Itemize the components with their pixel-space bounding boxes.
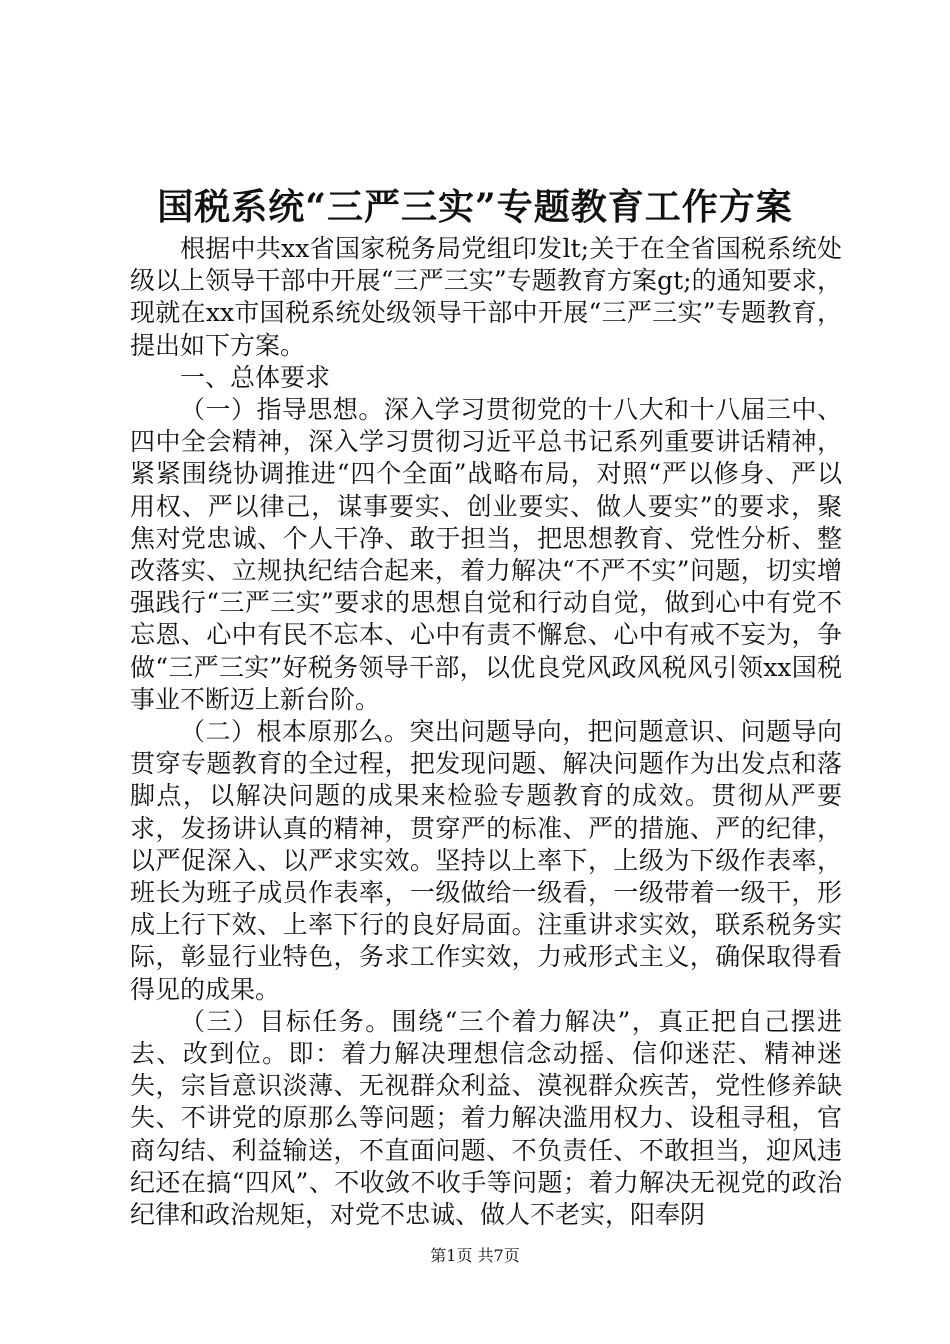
section-heading-general-requirements: 一、总体要求 [180,362,331,392]
page-footer [0,1246,950,1266]
page-number-current: 第1页 [430,1246,473,1265]
paragraph-guiding-ideology: （一）指导思想。深入学习贯彻党的十八大和十八届三中、四中全会精神，深入学习贯彻习近平总书记系列重要讲话精神，紧紧围绕协调推进“四个全面”战略布局，对照“严以修身、严以用权、严以律己，谋事要实、创业要实、做人要实”的要求，聚焦对党忠诚、个人干净、敢于担当，把思想教育、党性分析、整改落实、立规执纪结合起来，着力解决“不严不实”问题，切实增强践行“三严三实”要求的思想自觉和行动自觉，做到心中有党不忘恩、心中有民不忘本、心中有责不懈怠、心中有戒不妄为，争做“三严三实”好税务领导干部，以优良党风政风税风引领xx国税事业不断迈上新台阶。 [130,395,842,714]
document-body [130,233,842,1231]
paragraph-objectives-tasks: （三）目标任务。围绕“三个着力解决”，真正把自己摆进去、改到位。即：着力解决理想信念动摇、信仰迷茫、精神迷失，宗旨意识淡薄、无视群众利益、漠视群众疾苦，党性修养缺失、不讲党的原那么等问题；着力解决滥用权力、设租寻租，官商勾结、利益输送，不直面问题、不负责任、不敢担当，迎风违纪还在搞“四风”、不收敛不收手等问题；着力解决无视党的政治纪律和政治规矩，对党不忠诚、做人不老实，阳奉阴 [130,1006,842,1230]
paragraph-basic-principles: （二）根本原那么。突出问题导向，把问题意识、问题导向贯穿专题教育的全过程，把发现问题、解决问题作为出发点和落脚点，以解决问题的成果来检验专题教育的成效。贯彻从严要求，发扬讲认真的精神，贯穿严的标准、严的措施、严的纪律，以严促深入、以严求实效。坚持以上率下，上级为下级作表率，班长为班子成员作表率，一级做给一级看，一级带着一级干，形成上行下效、上率下行的良好局面。注重讲求实效，联系税务实际，彰显行业特色，务求工作实效，力戒形式主义，确保取得看得见的成果。 [130,717,842,1004]
page-number-total: 共7页 [477,1246,520,1265]
document-title: 国税系统“三严三实”专题教育工作方案 [157,186,793,228]
intro-paragraph: 根据中共xx省国家税务局党组印发lt;关于在全省国税系统处级以上领导干部中开展“三严三实”专题教育方案gt;的通知要求，现就在xx市国税系统处级领导干部中开展“三严三实”专题教育，提出如下方案。 [130,234,842,360]
